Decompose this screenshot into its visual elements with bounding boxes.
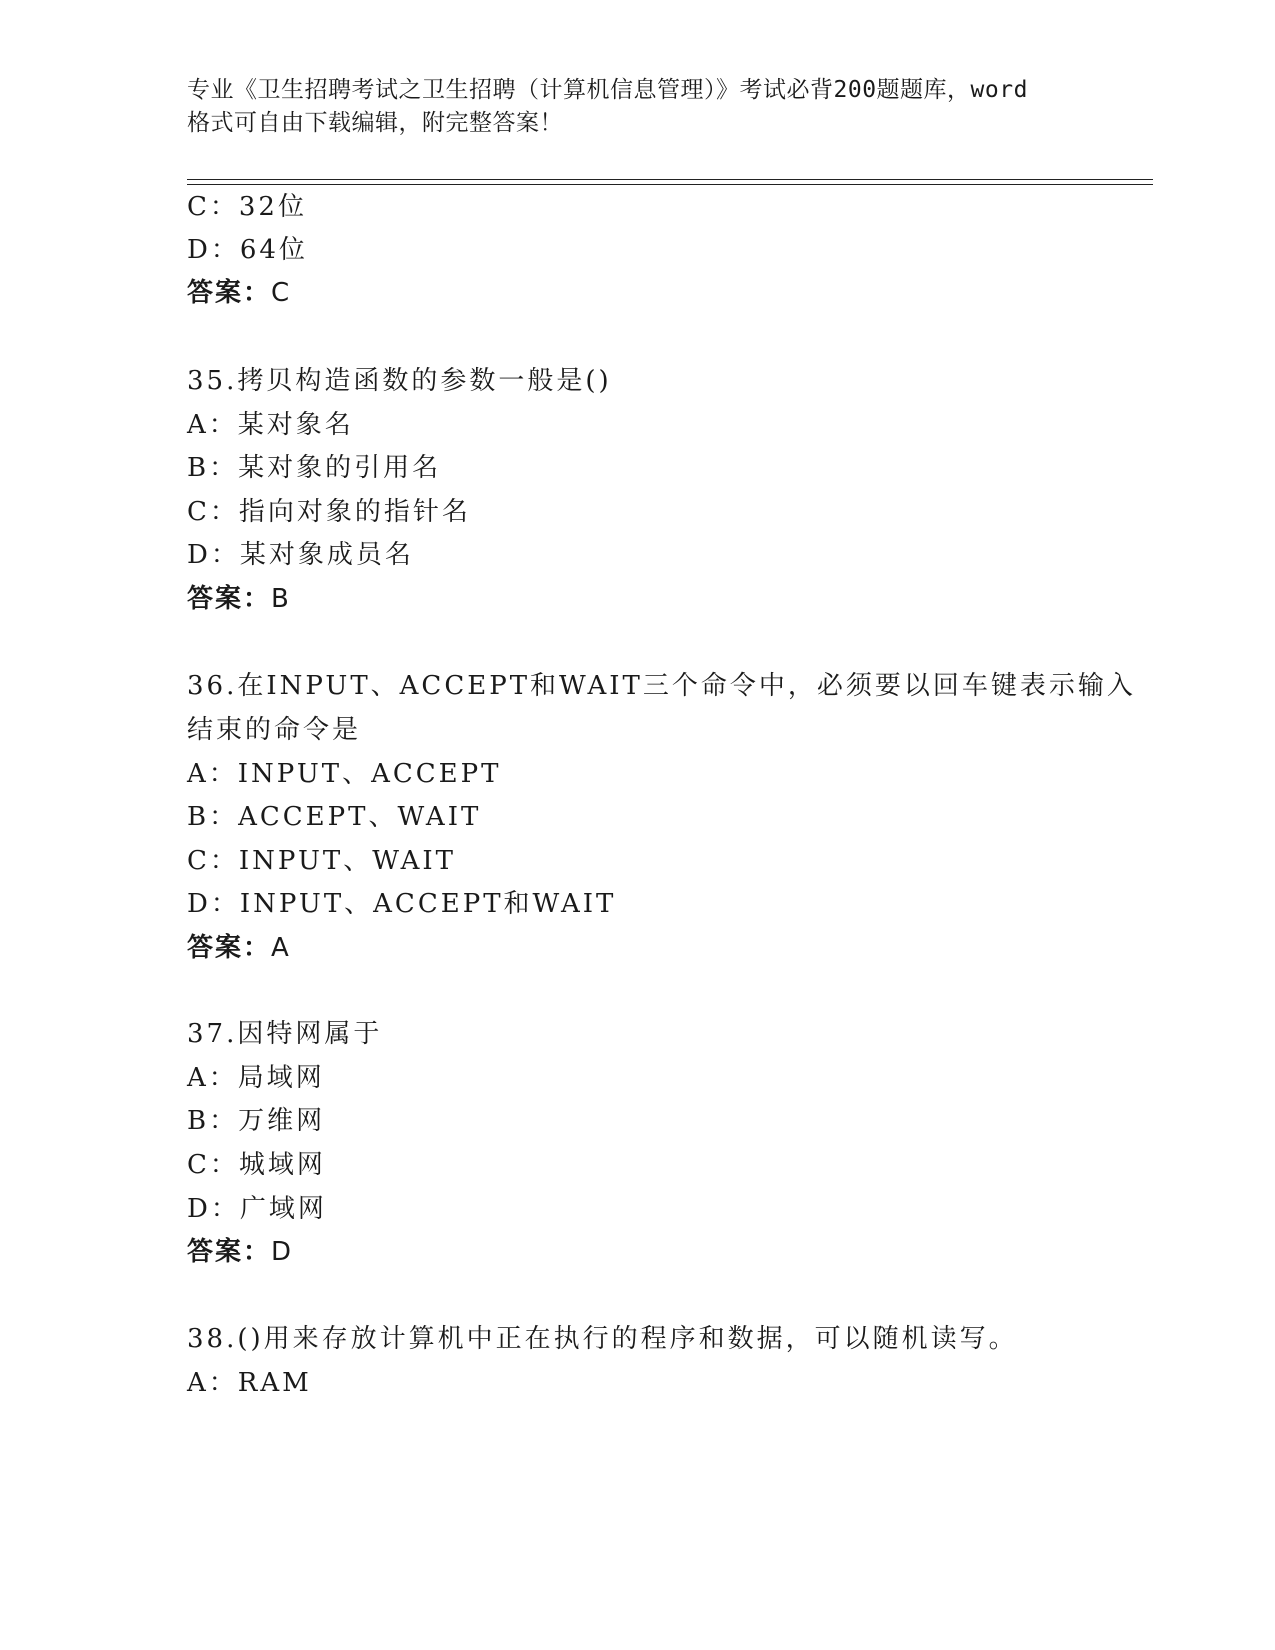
header-divider-bottom xyxy=(187,184,1153,185)
option-b: B：万维网 xyxy=(187,1106,326,1136)
question-stem: 37.因特网属于 xyxy=(187,1019,383,1049)
question-stem-continued: 结束的命令是 xyxy=(187,715,362,745)
question-stem: 38.()用来存放计算机中正在执行的程序和数据，可以随机读写。 xyxy=(187,1324,1018,1354)
answer-label: 答案： xyxy=(187,278,272,308)
option-d: D：某对象成员名 xyxy=(187,540,414,570)
option-a: A：RAM xyxy=(187,1368,312,1398)
answer-label: 答案： xyxy=(187,1237,272,1267)
answer-value: B xyxy=(271,584,291,614)
option-c: C：城域网 xyxy=(187,1150,326,1180)
option-b: B：某对象的引用名 xyxy=(187,453,442,483)
header-title-line-2: 格式可自由下载编辑，附完整答案！ xyxy=(187,110,563,136)
option-d: D：INPUT、ACCEPT和WAIT xyxy=(187,889,617,919)
option-b: B：ACCEPT、WAIT xyxy=(187,802,482,832)
answer-value: C xyxy=(271,278,292,308)
answer-line xyxy=(187,932,291,964)
option-c: C：32位 xyxy=(187,192,307,222)
answer-line xyxy=(187,1236,293,1268)
document-header xyxy=(187,74,1087,140)
option-d: D：64位 xyxy=(187,235,308,265)
question-stem: 35.拷贝构造函数的参数一般是() xyxy=(187,366,612,396)
answer-line xyxy=(187,277,291,309)
option-a: A：某对象名 xyxy=(187,410,354,440)
option-a: A：局域网 xyxy=(187,1063,325,1093)
header-divider-top xyxy=(187,179,1153,180)
answer-value: A xyxy=(271,933,291,963)
answer-value: D xyxy=(271,1237,294,1267)
header-title-line-1: 专业《卫生招聘考试之卫生招聘（计算机信息管理）》考试必背200题题库，word xyxy=(187,77,1028,103)
answer-line xyxy=(187,583,291,615)
question-stem: 36.在INPUT、ACCEPT和WAIT三个命令中，必须要以回车键表示输入 xyxy=(187,671,1136,701)
answer-label: 答案： xyxy=(187,584,272,614)
answer-label: 答案： xyxy=(187,933,272,963)
option-d: D：广域网 xyxy=(187,1194,327,1224)
option-a: A：INPUT、ACCEPT xyxy=(187,759,502,789)
option-c: C：INPUT、WAIT xyxy=(187,846,457,876)
option-c: C：指向对象的指针名 xyxy=(187,497,471,527)
